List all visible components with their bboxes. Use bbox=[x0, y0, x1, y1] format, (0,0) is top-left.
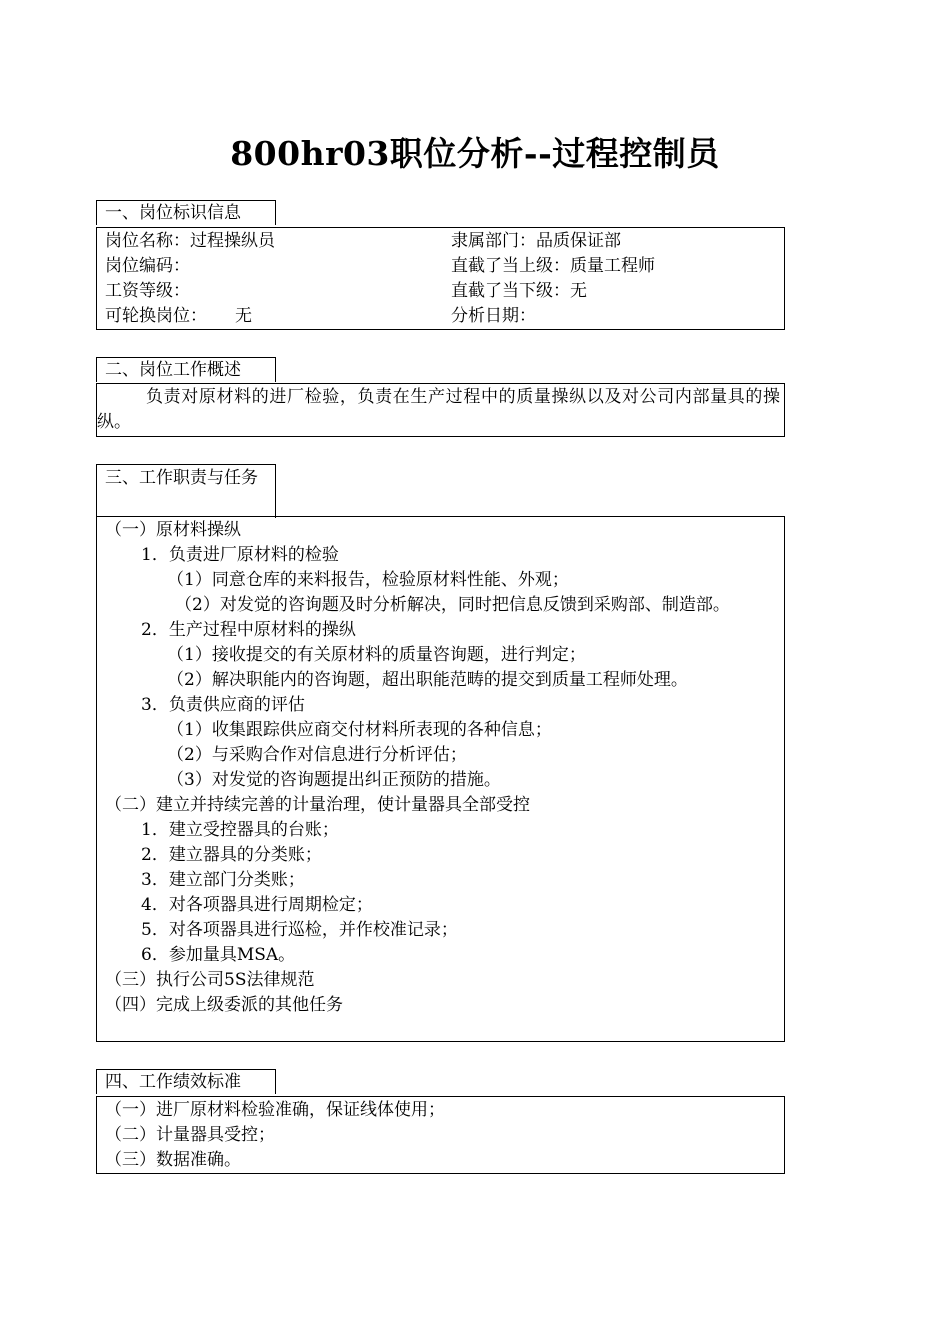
duty-item: 6．参加量具MSA。 bbox=[141, 945, 296, 965]
duty-item: （2）解决职能内的咨询题，超出职能范畴的提交到质量工程师处理。 bbox=[167, 670, 688, 690]
direct-subordinate: 直截了当下级：无 bbox=[451, 281, 587, 301]
duty-item: （1）同意仓库的来料报告，检验原材料性能、外观； bbox=[167, 570, 569, 590]
section-2-box bbox=[96, 383, 785, 437]
info-row bbox=[97, 304, 784, 329]
direct-superior: 直截了当上级：质量工程师 bbox=[451, 256, 655, 276]
rotatable-position-label: 可轮换岗位： bbox=[105, 306, 207, 326]
section-1-heading: 一、岗位标识信息 bbox=[96, 200, 276, 225]
section-3-box bbox=[96, 516, 785, 1042]
duty-item: 2．建立器具的分类账； bbox=[141, 845, 322, 865]
analysis-date: 分析日期： bbox=[451, 306, 536, 326]
job-summary: 负责对原材料的进厂检验，负责在生产过程中的质量操纵以及对公司内部量具的操纵。 bbox=[97, 387, 780, 432]
section-3-heading: 三、工作职责与任务 bbox=[96, 464, 276, 518]
performance-item: （二）计量器具受控； bbox=[105, 1125, 275, 1145]
performance-item: （三）数据准确。 bbox=[105, 1150, 241, 1170]
duty-item: 3．负责供应商的评估 bbox=[141, 695, 305, 715]
duty-item: （3）对发觉的咨询题提出纠正预防的措施。 bbox=[167, 770, 501, 790]
duty-item: （1）收集跟踪供应商交付材料所表现的各种信息； bbox=[167, 720, 552, 740]
duty-item: 2．生产过程中原材料的操纵 bbox=[141, 620, 356, 640]
duty-item: （一）原材料操纵 bbox=[105, 520, 241, 540]
page-title: 800hr03职位分析--过程控制员 bbox=[230, 134, 720, 173]
section-4-box bbox=[96, 1096, 785, 1174]
info-row bbox=[97, 229, 784, 254]
duty-item: 5．对各项器具进行巡检，并作校准记录； bbox=[141, 920, 458, 940]
duty-item: （二）建立并持续完善的计量治理，使计量器具全部受控 bbox=[105, 795, 530, 815]
salary-grade: 工资等级： bbox=[105, 281, 190, 301]
duty-item: 4．对各项器具进行周期检定； bbox=[141, 895, 373, 915]
position-name: 岗位名称：过程操纵员 bbox=[105, 231, 275, 251]
info-row bbox=[97, 254, 784, 279]
rotatable-position-value: 无 bbox=[235, 306, 252, 326]
department: 隶属部门：品质保证部 bbox=[451, 231, 621, 251]
section-2-heading: 二、岗位工作概述 bbox=[96, 357, 276, 382]
duty-item: （三）执行公司5S法律规范 bbox=[105, 970, 315, 990]
duty-item: （1）接收提交的有关原材料的质量咨询题，进行判定； bbox=[167, 645, 586, 665]
section-4-heading: 四、工作绩效标准 bbox=[96, 1069, 276, 1094]
duty-item: （四）完成上级委派的其他任务 bbox=[105, 995, 343, 1015]
info-row bbox=[97, 279, 784, 304]
duty-item: 3．建立部门分类账； bbox=[141, 870, 305, 890]
duty-item: （2）对发觉的咨询题及时分析解决，同时把信息反馈到采购部、制造部。 bbox=[175, 595, 730, 615]
duty-item: 1．建立受控器具的台账； bbox=[141, 820, 339, 840]
rotatable-position bbox=[105, 304, 252, 329]
position-code: 岗位编码： bbox=[105, 256, 190, 276]
duty-item: （2）与采购合作对信息进行分析评估； bbox=[167, 745, 467, 765]
duty-item: 1．负责进厂原材料的检验 bbox=[141, 545, 339, 565]
section-1-box bbox=[96, 227, 785, 330]
performance-item: （一）进厂原材料检验准确，保证线体使用； bbox=[105, 1100, 445, 1120]
